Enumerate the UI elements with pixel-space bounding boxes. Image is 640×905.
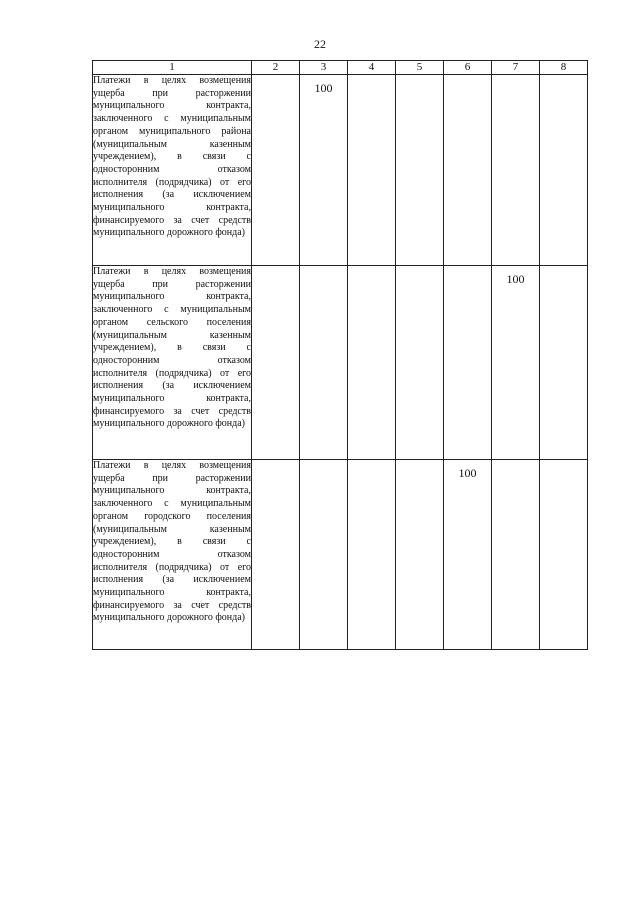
cell-value <box>444 75 491 81</box>
cell-value <box>252 266 299 272</box>
cell-col-5 <box>396 460 444 650</box>
cell-col-4 <box>348 460 396 650</box>
cell-value <box>396 75 443 81</box>
cell-value <box>396 266 443 272</box>
column-header-8: 8 <box>540 61 588 75</box>
table-row <box>93 266 588 460</box>
cell-col-7 <box>492 460 540 650</box>
budget-table <box>92 60 588 650</box>
cell-col-3 <box>300 460 348 650</box>
cell-value <box>252 75 299 81</box>
cell-value: 100 <box>314 81 333 95</box>
cell-col-8 <box>540 75 588 266</box>
page-number: 22 <box>314 37 326 51</box>
column-header-7: 7 <box>492 61 540 75</box>
cell-value <box>396 460 443 466</box>
column-header-5: 5 <box>396 61 444 75</box>
column-header-3: 3 <box>300 61 348 75</box>
cell-value <box>252 460 299 466</box>
table-row <box>93 75 588 266</box>
cell-value <box>492 460 539 466</box>
cell-col-6 <box>444 75 492 266</box>
cell-col-2 <box>252 460 300 650</box>
column-header-1: 1 <box>93 61 252 75</box>
cell-value <box>540 266 587 272</box>
cell-col-4 <box>348 266 396 460</box>
cell-value <box>492 75 539 81</box>
cell-col-6 <box>444 460 492 650</box>
row-description: Платежи в целях возмещения ущерба при расторжении муниципального контракта, заключенного с муниципальным органом городского поселения (муниципальным казенным учреждением), в связи с односторонним отказом исполнителя (подрядчика) от его исполнения (за исключением муниципального контракта, финансируемого за счет средств муниципального дорожного фонда) <box>93 460 252 650</box>
cell-value: 100 <box>506 272 525 286</box>
row-description: Платежи в целях возмещения ущерба при расторжении муниципального контракта, заключенного с муниципальным органом сельского поселения (муниципальным казенным учреждением), в связи с односторонним отказом исполнителя (подрядчика) от его исполнения (за исключением муниципального контракта, финансируемого за счет средств муниципального дорожного фонда) <box>93 266 252 460</box>
table-row <box>93 460 588 650</box>
cell-value <box>348 460 395 466</box>
cell-value <box>348 75 395 81</box>
cell-col-8 <box>540 266 588 460</box>
cell-value <box>444 266 491 272</box>
column-header-4: 4 <box>348 61 396 75</box>
cell-col-3 <box>300 266 348 460</box>
cell-col-2 <box>252 75 300 266</box>
cell-col-3 <box>300 75 348 266</box>
cell-value <box>540 460 587 466</box>
cell-col-6 <box>444 266 492 460</box>
cell-value <box>540 75 587 81</box>
cell-col-5 <box>396 266 444 460</box>
cell-col-7 <box>492 75 540 266</box>
cell-col-8 <box>540 460 588 650</box>
cell-value <box>348 266 395 272</box>
cell-col-4 <box>348 75 396 266</box>
cell-col-5 <box>396 75 444 266</box>
cell-col-2 <box>252 266 300 460</box>
cell-value <box>300 460 347 466</box>
column-header-2: 2 <box>252 61 300 75</box>
cell-value: 100 <box>458 466 477 480</box>
table-header-row <box>93 61 588 75</box>
cell-value <box>300 266 347 272</box>
row-description: Платежи в целях возмещения ущерба при расторжении муниципального контракта, заключенного с муниципальным органом муниципального района (муниципальным казенным учреждением), в связи с односторонним отказом исполнителя (подрядчика) от его исполнения (за исключением муниципального контракта, финансируемого за счет средств муниципального дорожного фонда) <box>93 75 252 266</box>
cell-col-7 <box>492 266 540 460</box>
column-header-6: 6 <box>444 61 492 75</box>
